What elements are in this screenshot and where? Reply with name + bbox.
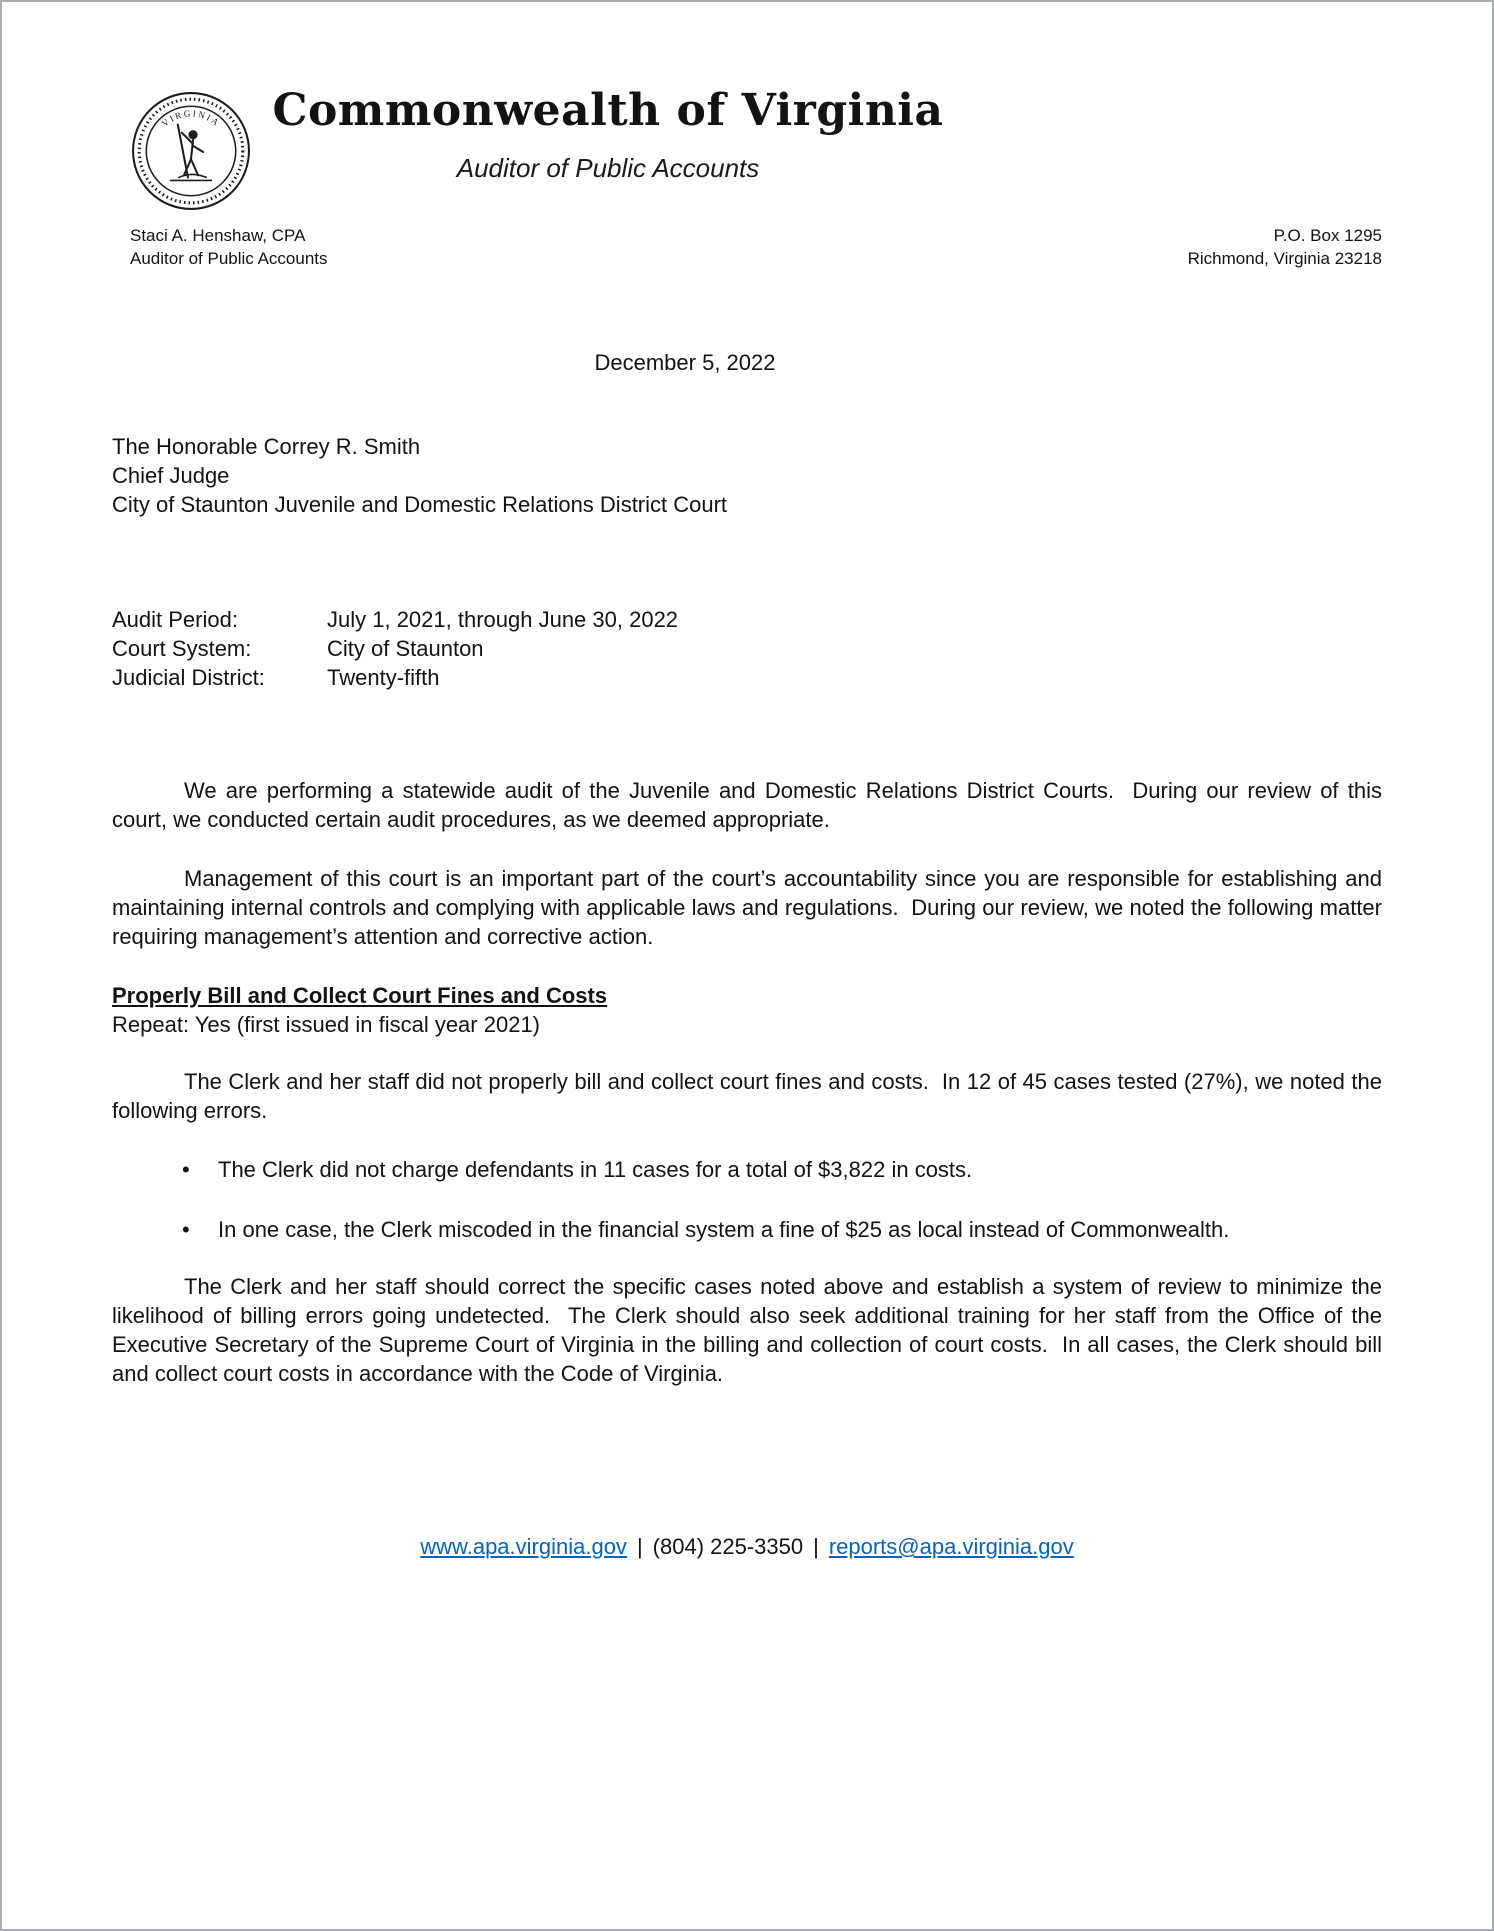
letterhead-contact-row [112,224,1382,270]
court-system-value: City of Staunton [327,636,484,661]
paragraph-finding: The Clerk and her staff did not properly bill and collect court fines and costs. In 12 of 45 cases tested (27%), we noted the following errors. [112,1069,1389,1123]
judicial-district-label: Judicial District: [112,665,265,690]
auditor-name: Staci A. Henshaw, CPA [130,226,306,245]
audit-info-row [112,634,1382,663]
letterhead-title: Commonwealth of Virginia [272,85,944,136]
phone-number: (804) 225-3350 [652,1534,804,1559]
auditor-contact-block [112,224,328,270]
po-box: P.O. Box 1295 [1273,226,1382,245]
letter-footer [112,1534,1382,1560]
address-block [1188,224,1382,270]
audit-info-row [112,663,1382,692]
bullet-item: • In one case, the Clerk miscoded in the financial system a fine of $25 as local instead of Commonwealth. [182,1215,1382,1244]
recipient-organization: City of Staunton Juvenile and Domestic Relations District Court [112,492,728,517]
footer-separator: | [813,1534,819,1559]
judicial-district-value: Twenty-fifth [327,665,440,690]
letterhead-titles [112,86,1104,184]
letterhead-subtitle: Auditor of Public Accounts [456,152,760,183]
finding-heading: Properly Bill and Collect Court Fines and Costs [112,983,608,1008]
seal-text: VIRGINIA [159,108,223,129]
recipient-title: Chief Judge [112,463,230,488]
court-system-label: Court System: [112,636,252,661]
footer-separator: | [636,1534,643,1559]
website-link[interactable]: www.apa.virginia.gov [420,1534,627,1559]
finding-repeat-line: Repeat: Yes (first issued in fiscal year 2021) [112,1012,541,1037]
virginia-seal-icon [130,90,252,212]
bullet-item: • The Clerk did not charge defendants in 11 cases for a total of $3,822 in costs. [182,1155,1382,1184]
finding-bullet-list [182,1155,1382,1244]
paragraph-intro: We are performing a statewide audit of the Juvenile and Domestic Relations District Courts. During our review of this court, we conducted certain audit procedures, as we deemed appropriate. [112,778,1389,832]
letterhead [112,86,1382,218]
audit-info-block [112,605,1382,692]
paragraph-management: Management of this court is an important part of the court’s accountability since you are responsible for establishing and maintaining internal controls and complying with applicable laws and regulations. During our review, we noted the following matter requiring management’s attention and corrective action. [112,866,1389,949]
letter-date: December 5, 2022 [594,350,776,375]
recipient-name: The Honorable Correy R. Smith [112,434,421,459]
audit-period-label: Audit Period: [112,607,238,632]
audit-period-value: July 1, 2021, through June 30, 2022 [327,607,679,632]
auditor-title: Auditor of Public Accounts [130,249,328,268]
paragraph-recommendation: The Clerk and her staff should correct the specific cases noted above and establish a system of review to minimize the likelihood of billing errors going undetected. The Clerk should also seek additional training for her staff from the Office of the Executive Secretary of the Supreme Court of Virginia in the billing and collection of court costs. In all cases, the Clerk should bill and collect court costs in accordance with the Code of Virginia. [112,1274,1389,1386]
city-state-zip: Richmond, Virginia 23218 [1187,249,1382,268]
audit-info-row [112,605,1382,634]
letter-body [112,776,1389,1388]
recipient-block [112,432,1382,519]
email-link[interactable]: reports@apa.virginia.gov [828,1534,1074,1559]
